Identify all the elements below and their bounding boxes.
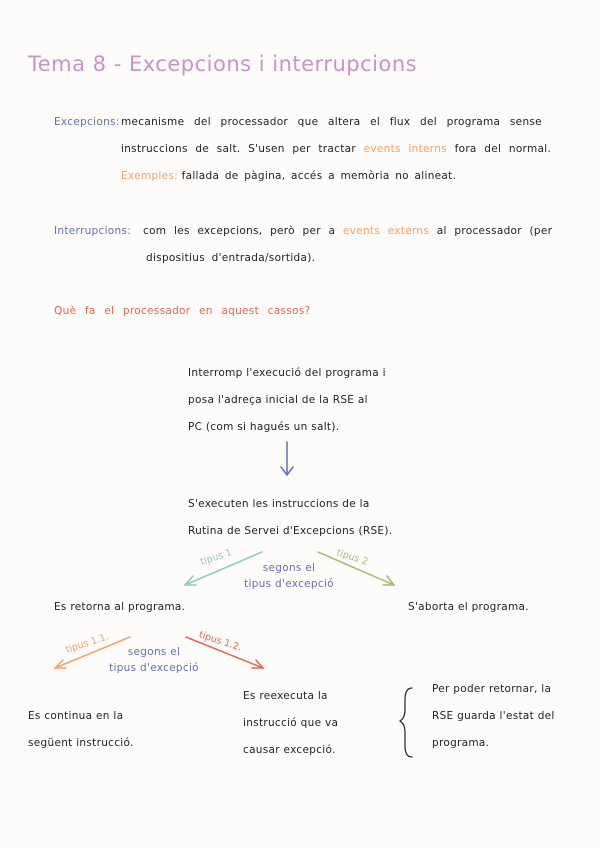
tipus11-tag: tipus 1.1. — [64, 631, 111, 656]
examples-label: Exemples: — [121, 170, 178, 182]
interrupts-def-line1-b: al processador (per — [436, 225, 553, 237]
question-heading: Què fa el processador en aquest cassos? — [54, 305, 311, 317]
state-note-line: RSE guarda l'estat del — [432, 710, 555, 722]
branch2-label-line: segons el — [127, 646, 181, 658]
aborts-outcome: S'aborta el programa. — [408, 601, 529, 613]
arrow-tipus11 — [55, 637, 130, 668]
exceptions-def-line1: mecanisme del processador que altera el flux del programa sense — [121, 116, 542, 128]
down-arrow — [281, 442, 293, 475]
internal-events-highlight: events interns — [363, 143, 447, 155]
reexecute-outcome-line: instrucció que va — [243, 717, 339, 729]
external-events-highlight: events externs — [342, 225, 430, 237]
examples-text: fallada de pàgina, accés a memòria no alineat. — [181, 170, 457, 182]
arrow-tipus1 — [185, 552, 262, 585]
flow-step1-line: posa l'adreça inicial de la RSE al — [188, 394, 368, 406]
state-note-line: Per poder retornar, la — [432, 683, 552, 695]
flow-step1-line: Interromp l'execució del programa i — [188, 367, 386, 379]
branch2-label-line: tipus d'excepció — [109, 662, 199, 674]
page-title: Tema 8 - Excepcions i interrupcions — [28, 52, 418, 76]
interrupts-def-line2: dispositius d'entrada/sortida). — [146, 252, 316, 264]
flow-step2-line: Rutina de Servei d'Excepcions (RSE). — [188, 525, 393, 537]
branch1-label-line: segons el — [262, 562, 316, 574]
reexecute-outcome-line: causar excepció. — [243, 744, 336, 756]
arrow-tipus2 — [318, 552, 394, 585]
flow-step1-line: PC (com si hagués un salt). — [188, 421, 340, 433]
tipus1-tag: tipus 1 — [199, 547, 234, 568]
interrupts-def-line1-a: com les excepcions, però per a — [143, 225, 336, 237]
returns-outcome: Es retorna al programa. — [54, 601, 186, 613]
reexecute-outcome-line: Es reexecuta la — [243, 690, 328, 702]
flow-step2-line: S'executen les instruccions de la — [188, 498, 370, 510]
tipus2-tag: tipus 2 — [335, 547, 370, 568]
arrow-tipus12 — [186, 637, 263, 668]
continue-outcome-line: següent instrucció. — [28, 737, 134, 749]
exceptions-def-line2-a: instruccions de salt. S'usen per tractar — [121, 143, 356, 155]
exceptions-def-line2-b: fora del normal. — [454, 143, 552, 155]
tipus12-tag: tipus 1.2. — [197, 629, 244, 654]
curly-brace — [400, 688, 412, 757]
branch1-label-line: tipus d'excepció — [244, 578, 334, 590]
state-note-line: programa. — [432, 737, 490, 749]
interrupts-term: Interrupcions: — [54, 225, 132, 237]
continue-outcome-line: Es continua en la — [28, 710, 124, 722]
exceptions-term: Excepcions: — [54, 116, 120, 128]
